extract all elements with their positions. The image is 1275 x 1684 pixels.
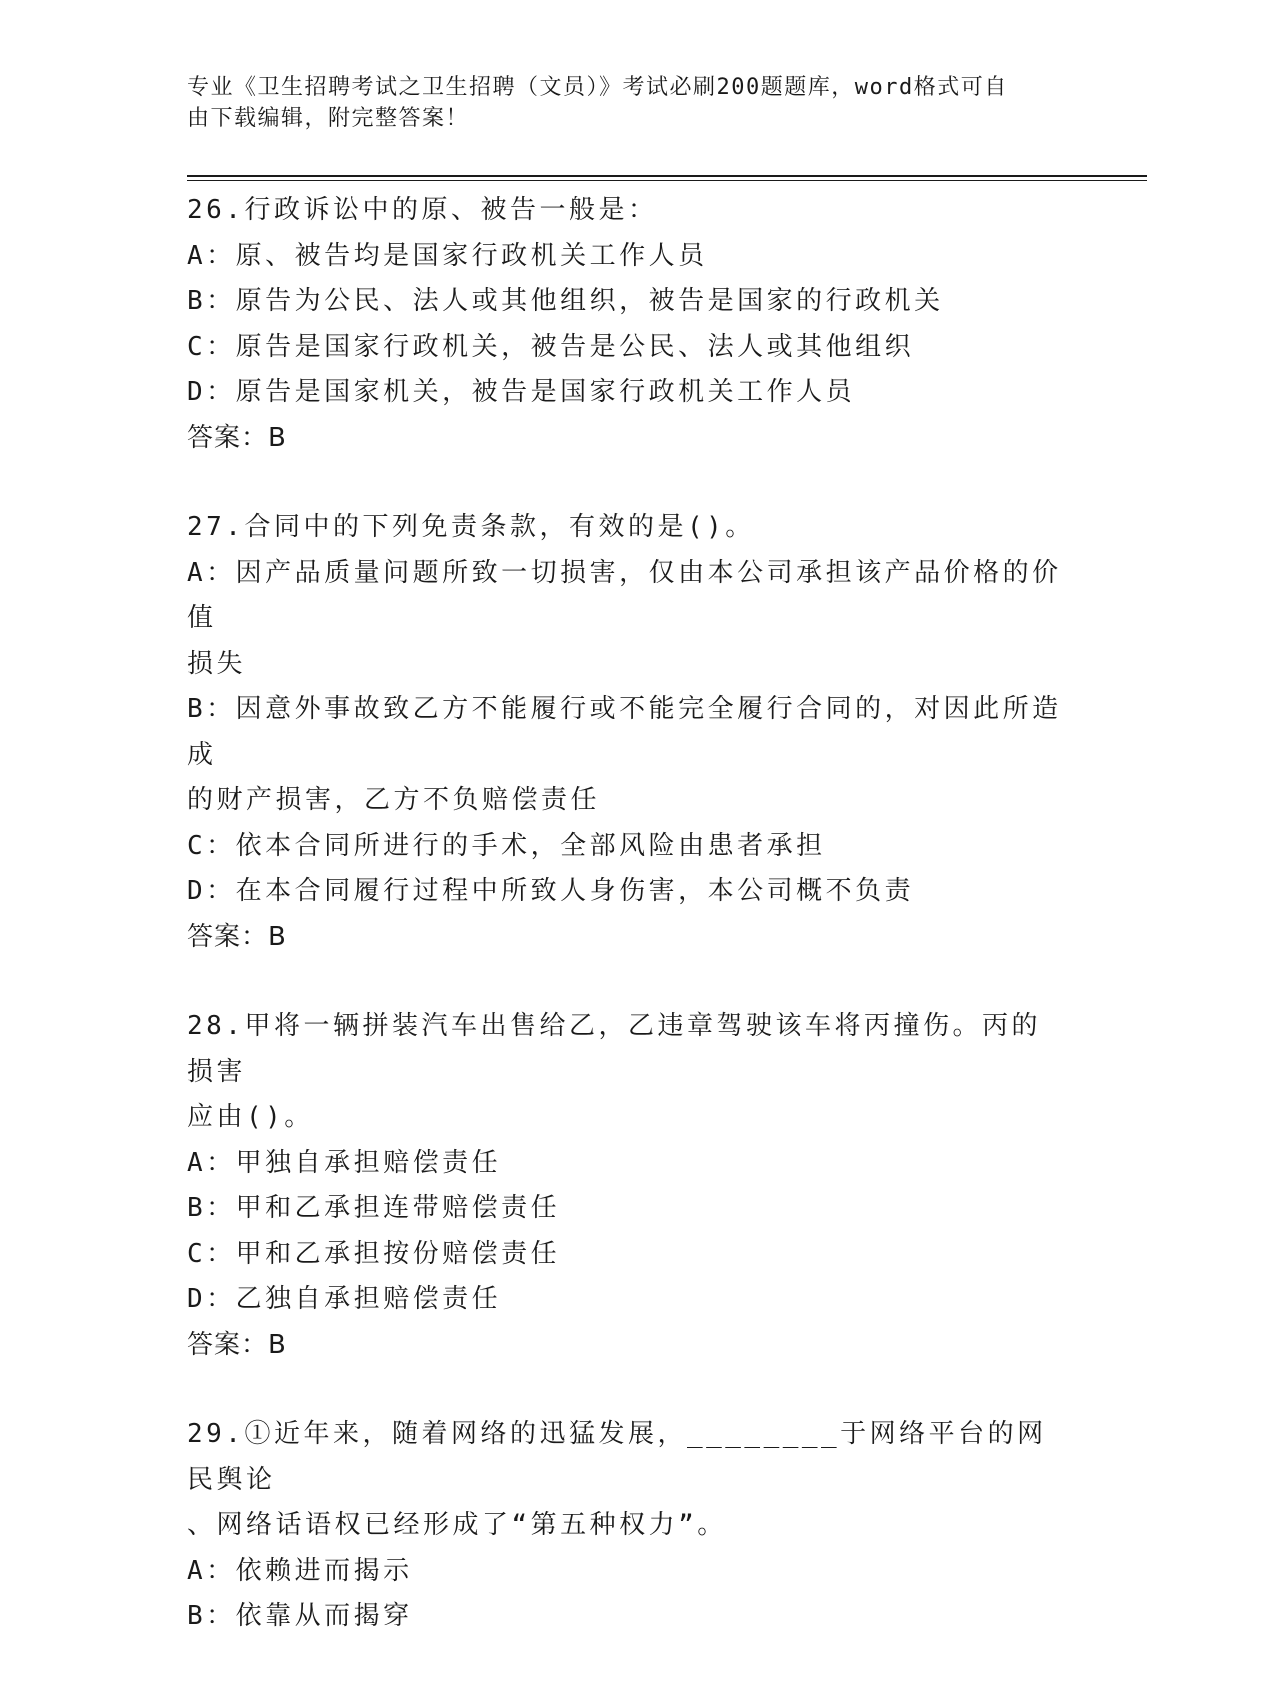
question-list [187,188,1067,1684]
header-divider-thin [187,180,1147,181]
answer-key: 答案：B [187,921,287,952]
answer-key: 答案：B [187,422,287,453]
answer-option-line: 的财产损害，乙方不负赔偿责任 [187,785,601,815]
answer-option-line: D：原告是国家机关，被告是国家行政机关工作人员 [187,377,856,407]
answer-option-line: D：乙独自承担赔偿责任 [187,1284,502,1314]
question-block [187,1004,1067,1368]
question-text-line: 27.合同中的下列免责条款，有效的是()。 [187,512,755,542]
answer-option-line: B：甲和乙承担连带赔偿责任 [187,1193,561,1223]
answer-option-line: 损失 [187,648,247,679]
answer-option-line: C：甲和乙承担按份赔偿责任 [187,1238,561,1269]
document-header [187,72,1067,134]
answer-option-line: C：依本合同所进行的手术，全部风险由患者承担 [187,830,826,861]
header-line-1: 专业《卫生招聘考试之卫生招聘（文员）》考试必刷200题题库，word格式可自 [187,75,1008,100]
answer-option-line: B：因意外事故致乙方不能履行或不能完全履行合同的，对因此所造成 [187,694,1062,770]
question-text-line: 29.①近年来，随着网络的迅猛发展，________于网络平台的网民舆论 [187,1419,1047,1495]
question-block [187,188,1067,461]
answer-option-line: B：依靠从而揭穿 [187,1601,413,1631]
question-block [187,1412,1067,1640]
question-text-line: 、网络话语权已经形成了“第五种权力”。 [187,1510,727,1540]
question-text-line: 28.甲将一辆拼装汽车出售给乙，乙违章驾驶该车将丙撞伤。丙的损害 [187,1011,1041,1087]
answer-option-line: A：原、被告均是国家行政机关工作人员 [187,240,708,271]
answer-key: 答案：B [187,1329,287,1360]
answer-option-line: A：依赖进而揭示 [187,1555,413,1586]
answer-option-line: A：甲独自承担赔偿责任 [187,1147,502,1178]
header-divider-thick [187,175,1147,177]
answer-option-line: A：因产品质量问题所致一切损害，仅由本公司承担该产品价格的价值 [187,557,1062,633]
answer-option-line: B：原告为公民、法人或其他组织，被告是国家的行政机关 [187,286,944,316]
question-text-line: 26.行政诉讼中的原、被告一般是： [187,195,658,225]
header-line-2: 由下载编辑，附完整答案！ [187,106,470,131]
question-block [187,505,1067,960]
question-text-line: 应由()。 [187,1102,314,1132]
answer-option-line: C：原告是国家行政机关，被告是公民、法人或其他组织 [187,331,915,362]
answer-option-line: D：在本合同履行过程中所致人身伤害，本公司概不负责 [187,876,915,906]
